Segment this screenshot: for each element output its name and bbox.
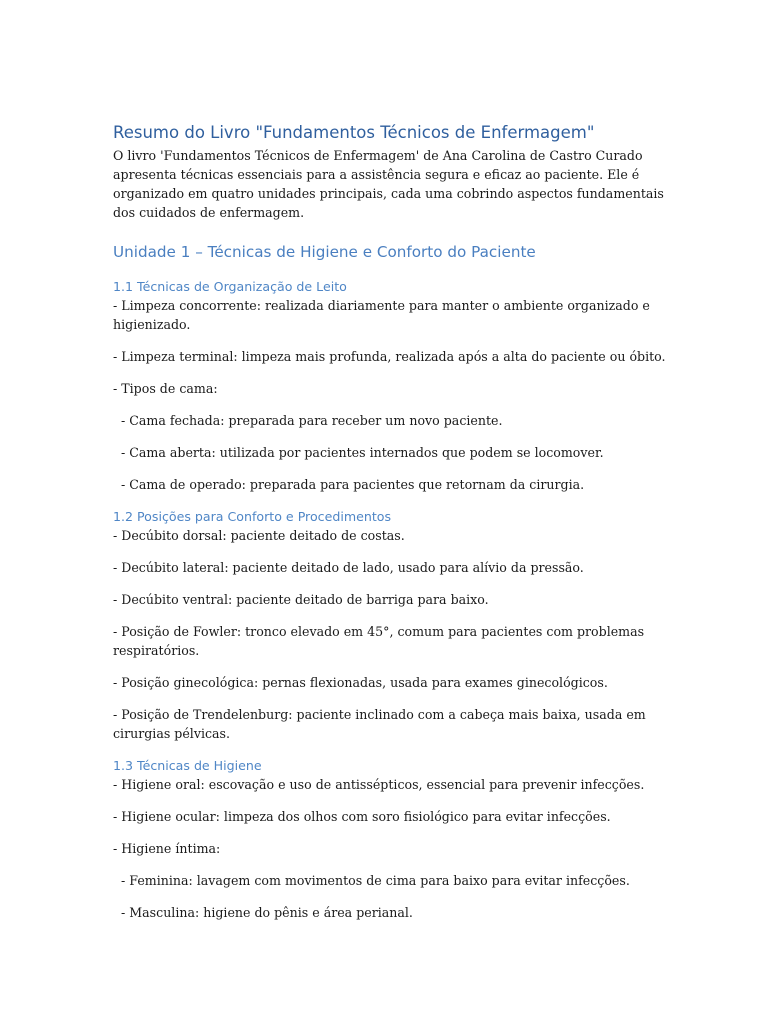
list-item: - Decúbito lateral: paciente deitado de lado, usado para alívio da pressão. xyxy=(113,560,584,575)
list-item: - Decúbito dorsal: paciente deitado de costas. xyxy=(113,528,405,543)
intro-paragraph: O livro 'Fundamentos Técnicos de Enfermagem' de Ana Carolina de Castro Curado apresenta técnicas essenciais para a assistência segura e eficaz ao paciente. Ele é organizado em quatro unidades principais, cada uma cobrindo aspectos fundamentais dos cuidados de enfermagem. xyxy=(113,148,664,220)
document-page xyxy=(113,120,673,922)
section-1-3 xyxy=(113,757,673,922)
section-1-2-heading: 1.2 Posições para Conforto e Procedimentos xyxy=(113,509,392,524)
section-1-2 xyxy=(113,508,673,743)
list-item: - Masculina: higiene do pênis e área perianal. xyxy=(113,905,413,920)
list-item: - Cama fechada: preparada para receber um novo paciente. xyxy=(113,413,503,428)
section-1-3-heading: 1.3 Técnicas de Higiene xyxy=(113,758,262,773)
list-item: - Feminina: lavagem com movimentos de cima para baixo para evitar infecções. xyxy=(113,873,630,888)
list-item: - Posição de Trendelenburg: paciente inclinado com a cabeça mais baixa, usada em cirurgias pélvicas. xyxy=(113,707,646,741)
list-item: - Cama de operado: preparada para pacientes que retornam da cirurgia. xyxy=(113,477,585,492)
section-1-1-heading: 1.1 Técnicas de Organização de Leito xyxy=(113,279,347,294)
list-item: - Cama aberta: utilizada por pacientes internados que podem se locomover. xyxy=(113,445,604,460)
list-item: - Limpeza concorrente: realizada diariamente para manter o ambiente organizado e higienizado. xyxy=(113,298,650,332)
unit1-heading: Unidade 1 – Técnicas de Higiene e Conforto do Paciente xyxy=(113,243,536,261)
section-1-1 xyxy=(113,278,673,494)
list-item: - Higiene ocular: limpeza dos olhos com soro fisiológico para evitar infecções. xyxy=(113,809,611,824)
list-item: - Posição ginecológica: pernas flexionadas, usada para exames ginecológicos. xyxy=(113,675,608,690)
list-item: - Tipos de cama: xyxy=(113,381,218,396)
list-item: - Decúbito ventral: paciente deitado de barriga para baixo. xyxy=(113,592,489,607)
document-title: Resumo do Livro "Fundamentos Técnicos de Enfermagem" xyxy=(113,123,595,142)
list-item: - Higiene íntima: xyxy=(113,841,221,856)
list-item: - Posição de Fowler: tronco elevado em 45°, comum para pacientes com problemas respiratórios. xyxy=(113,624,645,658)
list-item: - Limpeza terminal: limpeza mais profunda, realizada após a alta do paciente ou óbito. xyxy=(113,349,666,364)
list-item: - Higiene oral: escovação e uso de antissépticos, essencial para prevenir infecções. xyxy=(113,777,645,792)
